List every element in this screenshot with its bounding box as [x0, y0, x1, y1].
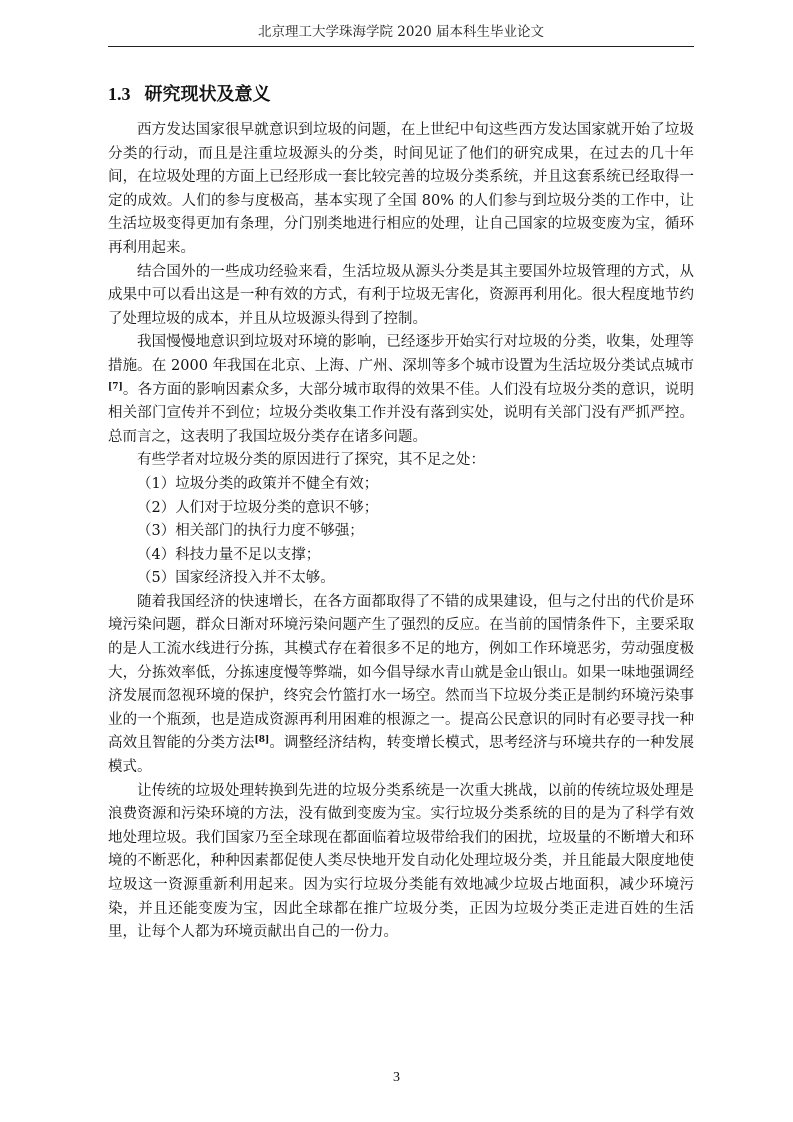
paragraph-6: 让传统的垃圾处理转换到先进的垃圾分类系统是一次重大挑战，以前的传统垃圾处理是浪费资源和污染环境的方法，没有做到变废为宝。实行垃圾分类系统的目的是为了科学有效地处理垃圾。我们国家乃至全球现在都面临着垃圾带给我们的困扰，垃圾量的不断增大和环境的不断恶化，种种因素都促使人类尽快地开发自动化处理垃圾分类，并且能最大限度地使垃圾这一资源重新利用起来。因为实行垃圾分类能有效地减少垃圾占地面积，减少环境污染，并且还能变废为宝，因此全球都在推广垃圾分类，正因为垃圾分类正走进百姓的生活里，让每个人都为环境贡献出自己的一份力。	[108, 782, 694, 941]
paragraph-2: 结合国外的一些成功经验来看，生活垃圾从源头分类是其主要国外垃圾管理的方式，从成果中可以看出这是一种有效的方式，有利于垃圾无害化，资源再利用化。很大程度地节约了处理垃圾的成本，并且从垃圾源头得到了控制。	[108, 263, 694, 327]
paragraph-3-text-b: 。各方面的影响因素众多，大部分城市取得的效果不佳。人们没有垃圾分类的意识，说明相关部门宣传并不到位；垃圾分类收集工作并没有落到实处，说明有关部门没有严抓严控。总而言之，这表明了我国垃圾分类存在诸多问题。	[108, 381, 694, 445]
header-rule	[108, 46, 694, 47]
page-number: 3	[393, 1070, 400, 1085]
list-item: （1）垃圾分类的政策并不健全有效；	[137, 475, 379, 492]
list-item: （5）国家经济投入并不太够。	[137, 570, 335, 587]
citation-7: [7]	[108, 381, 123, 392]
paragraph-1: 西方发达国家很早就意识到垃圾的问题，在上世纪中旬这些西方发达国家就开始了垃圾分类的行动，而且是注重垃圾源头的分类，时间见证了他们的研究成果，在过去的几十年间，在垃圾处理的方面上已经形成一套比较完善的垃圾分类系统，并且这套系统已经取得一定的成效。人们的参与度极高，基本实现了全国 80% 的人们参与到垃圾分类的工作中，让生活垃圾变得更加有条理，分门别类地进行相应的处理，让自己国家的垃圾变废为宝，循环再利用起来。	[108, 122, 694, 256]
paragraph-3-text-a: 我国慢慢地意识到垃圾对环境的影响，已经逐步开始实行对垃圾的分类，收集，处理等措施。在 2000 年我国在北京、上海、广州、深圳等多个城市设置为生活垃圾分类试点城市	[108, 334, 694, 374]
paragraph-4: 有些学者对垃圾分类的原因进行了探究，其不足之处：	[137, 452, 485, 469]
paragraph-5	[108, 591, 694, 780]
paragraph-5-text-a: 随着我国经济的快速增长，在各方面都取得了不错的成果建设，但与之付出的代价是环境污染问题，群众日渐对环境污染问题产生了强烈的反应。在当前的国情条件下，主要采取的是人工流水线进行分拣，其模式存在着很多不足的地方，例如工作环境恶劣，劳动强度极大，分拣效率低，分拣速度慢等弊端，如今倡导绿水青山就是金山银山。如果一味地强调经济发展而忽视环境的保护，终究会竹篮打水一场空。然而当下垃圾分类正是制约环境污染事业的一个瓶颈，也是造成资源再利用困难的根源之一。提高公民意识的同时有必要寻找一种高效且智能的分类方法	[108, 593, 694, 752]
list-item: （2）人们对于垃圾分类的意识不够；	[137, 499, 379, 516]
citation-8: [8]	[254, 735, 270, 746]
section-heading	[108, 82, 271, 107]
list-item: （4）科技力量不足以支撑；	[137, 546, 321, 563]
running-header: 北京理工大学珠海学院 2020 届本科生毕业论文	[258, 24, 544, 40]
body-text	[108, 119, 694, 945]
paragraph-3	[108, 331, 694, 449]
section-number: 1.3	[108, 84, 131, 104]
list-item: （3）相关部门的执行力度不够强；	[137, 523, 364, 540]
paragraph-5-text-b: 。调整经济结构，转变增长模式，思考经济与环境共存的一种发展模式。	[108, 735, 694, 776]
section-title: 研究现状及意义	[144, 84, 271, 105]
